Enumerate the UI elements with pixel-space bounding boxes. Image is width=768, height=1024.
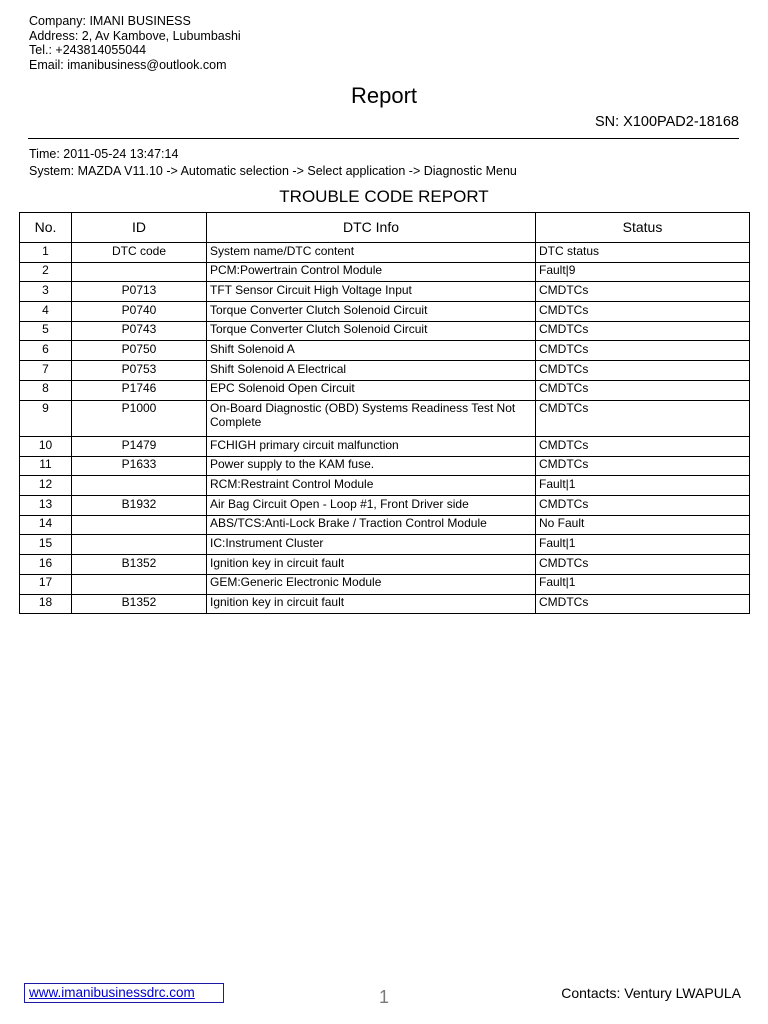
cell-id: P0753 <box>72 361 207 381</box>
table-row <box>20 361 750 381</box>
cell-id: P1000 <box>72 400 207 437</box>
cell-no: 4 <box>20 302 72 322</box>
cell-id: P1479 <box>72 437 207 457</box>
report-system-path: System: MAZDA V11.10 -> Automatic selection -> Select application -> Diagnostic Menu <box>29 164 517 178</box>
cell-dtc-info: On-Board Diagnostic (OBD) Systems Readiness Test Not Complete <box>207 400 536 437</box>
table-row <box>20 341 750 361</box>
company-info <box>29 14 241 73</box>
cell-status: No Fault <box>536 515 750 535</box>
table-row <box>20 321 750 341</box>
cell-id: P1746 <box>72 380 207 400</box>
cell-status: CMDTCs <box>536 400 750 437</box>
table-row <box>20 400 750 437</box>
cell-status: CMDTCs <box>536 555 750 575</box>
cell-dtc-info: RCM:Restraint Control Module <box>207 476 536 496</box>
section-title: TROUBLE CODE REPORT <box>279 187 489 206</box>
cell-dtc-info: Shift Solenoid A Electrical <box>207 361 536 381</box>
table-row <box>20 380 750 400</box>
cell-no: 6 <box>20 341 72 361</box>
company-name: Company: IMANI BUSINESS <box>29 14 191 28</box>
cell-no: 8 <box>20 380 72 400</box>
cell-id: P0743 <box>72 321 207 341</box>
table-row <box>20 555 750 575</box>
cell-dtc-info: PCM:Powertrain Control Module <box>207 262 536 282</box>
cell-dtc-info: Air Bag Circuit Open - Loop #1, Front Driver side <box>207 496 536 516</box>
report-meta <box>29 146 517 180</box>
cell-status: CMDTCs <box>536 282 750 302</box>
cell-dtc-info: Power supply to the KAM fuse. <box>207 456 536 476</box>
table-row <box>20 282 750 302</box>
cell-no: 9 <box>20 400 72 437</box>
header-divider <box>28 138 739 139</box>
cell-id <box>72 476 207 496</box>
table-body <box>20 243 750 614</box>
cell-dtc-info: IC:Instrument Cluster <box>207 535 536 555</box>
cell-id <box>72 535 207 555</box>
cell-status: CMDTCs <box>536 341 750 361</box>
cell-no: 10 <box>20 437 72 457</box>
cell-dtc-info: Ignition key in circuit fault <box>207 594 536 614</box>
cell-no: 18 <box>20 594 72 614</box>
cell-dtc-info: TFT Sensor Circuit High Voltage Input <box>207 282 536 302</box>
table-header-row <box>20 213 750 243</box>
cell-dtc-info: GEM:Generic Electronic Module <box>207 574 536 594</box>
cell-no: 3 <box>20 282 72 302</box>
website-link[interactable]: www.imanibusinessdrc.com <box>29 985 195 1000</box>
cell-dtc-info: Torque Converter Clutch Solenoid Circuit <box>207 302 536 322</box>
cell-status: CMDTCs <box>536 456 750 476</box>
cell-dtc-info: EPC Solenoid Open Circuit <box>207 380 536 400</box>
table-row <box>20 594 750 614</box>
cell-id: P1633 <box>72 456 207 476</box>
table-row <box>20 535 750 555</box>
company-address: Address: 2, Av Kambove, Lubumbashi <box>29 28 241 43</box>
contacts: Contacts: Ventury LWAPULA <box>561 985 741 1001</box>
table-row <box>20 515 750 535</box>
table-row <box>20 574 750 594</box>
cell-id: DTC code <box>72 243 207 263</box>
cell-id <box>72 574 207 594</box>
table-row <box>20 496 750 516</box>
cell-no: 12 <box>20 476 72 496</box>
cell-no: 14 <box>20 515 72 535</box>
cell-dtc-info: ABS/TCS:Anti-Lock Brake / Traction Control Module <box>207 515 536 535</box>
company-email: Email: imanibusiness@outlook.com <box>29 58 227 73</box>
cell-id: P0713 <box>72 282 207 302</box>
cell-dtc-info: Shift Solenoid A <box>207 341 536 361</box>
serial-number: SN: X100PAD2-18168 <box>594 114 739 130</box>
table-row <box>20 243 750 263</box>
cell-id: B1932 <box>72 496 207 516</box>
cell-dtc-info: Torque Converter Clutch Solenoid Circuit <box>207 321 536 341</box>
table-row <box>20 437 750 457</box>
cell-no: 16 <box>20 555 72 575</box>
cell-status: Fault|1 <box>536 535 750 555</box>
table-row <box>20 476 750 496</box>
cell-no: 15 <box>20 535 72 555</box>
cell-id <box>72 262 207 282</box>
cell-id <box>72 515 207 535</box>
cell-status: CMDTCs <box>536 496 750 516</box>
table-row <box>20 302 750 322</box>
cell-dtc-info: FCHIGH primary circuit malfunction <box>207 437 536 457</box>
cell-no: 13 <box>20 496 72 516</box>
company-tel: Tel.: +243814055044 <box>29 43 147 58</box>
page-number: 1 <box>378 987 389 1007</box>
cell-no: 2 <box>20 262 72 282</box>
cell-status: Fault|1 <box>536 574 750 594</box>
trouble-code-table <box>19 212 750 614</box>
cell-status: CMDTCs <box>536 594 750 614</box>
cell-no: 1 <box>20 243 72 263</box>
cell-id: B1352 <box>72 555 207 575</box>
report-time: Time: 2011-05-24 13:47:14 <box>29 147 179 161</box>
cell-status: CMDTCs <box>536 380 750 400</box>
cell-status: CMDTCs <box>536 302 750 322</box>
column-header-dtc-info: DTC Info <box>207 213 536 243</box>
cell-status: Fault|9 <box>536 262 750 282</box>
column-header-no: No. <box>20 213 72 243</box>
cell-no: 5 <box>20 321 72 341</box>
cell-status: CMDTCs <box>536 437 750 457</box>
cell-status: CMDTCs <box>536 321 750 341</box>
cell-no: 17 <box>20 574 72 594</box>
column-header-status: Status <box>536 213 750 243</box>
report-title: Report <box>350 83 418 108</box>
cell-id: B1352 <box>72 594 207 614</box>
table-row <box>20 456 750 476</box>
column-header-id: ID <box>72 213 207 243</box>
cell-status: DTC status <box>536 243 750 263</box>
table-row <box>20 262 750 282</box>
cell-no: 7 <box>20 361 72 381</box>
cell-dtc-info: System name/DTC content <box>207 243 536 263</box>
cell-id: P0750 <box>72 341 207 361</box>
cell-status: CMDTCs <box>536 361 750 381</box>
cell-id: P0740 <box>72 302 207 322</box>
cell-no: 11 <box>20 456 72 476</box>
cell-status: Fault|1 <box>536 476 750 496</box>
cell-dtc-info: Ignition key in circuit fault <box>207 555 536 575</box>
